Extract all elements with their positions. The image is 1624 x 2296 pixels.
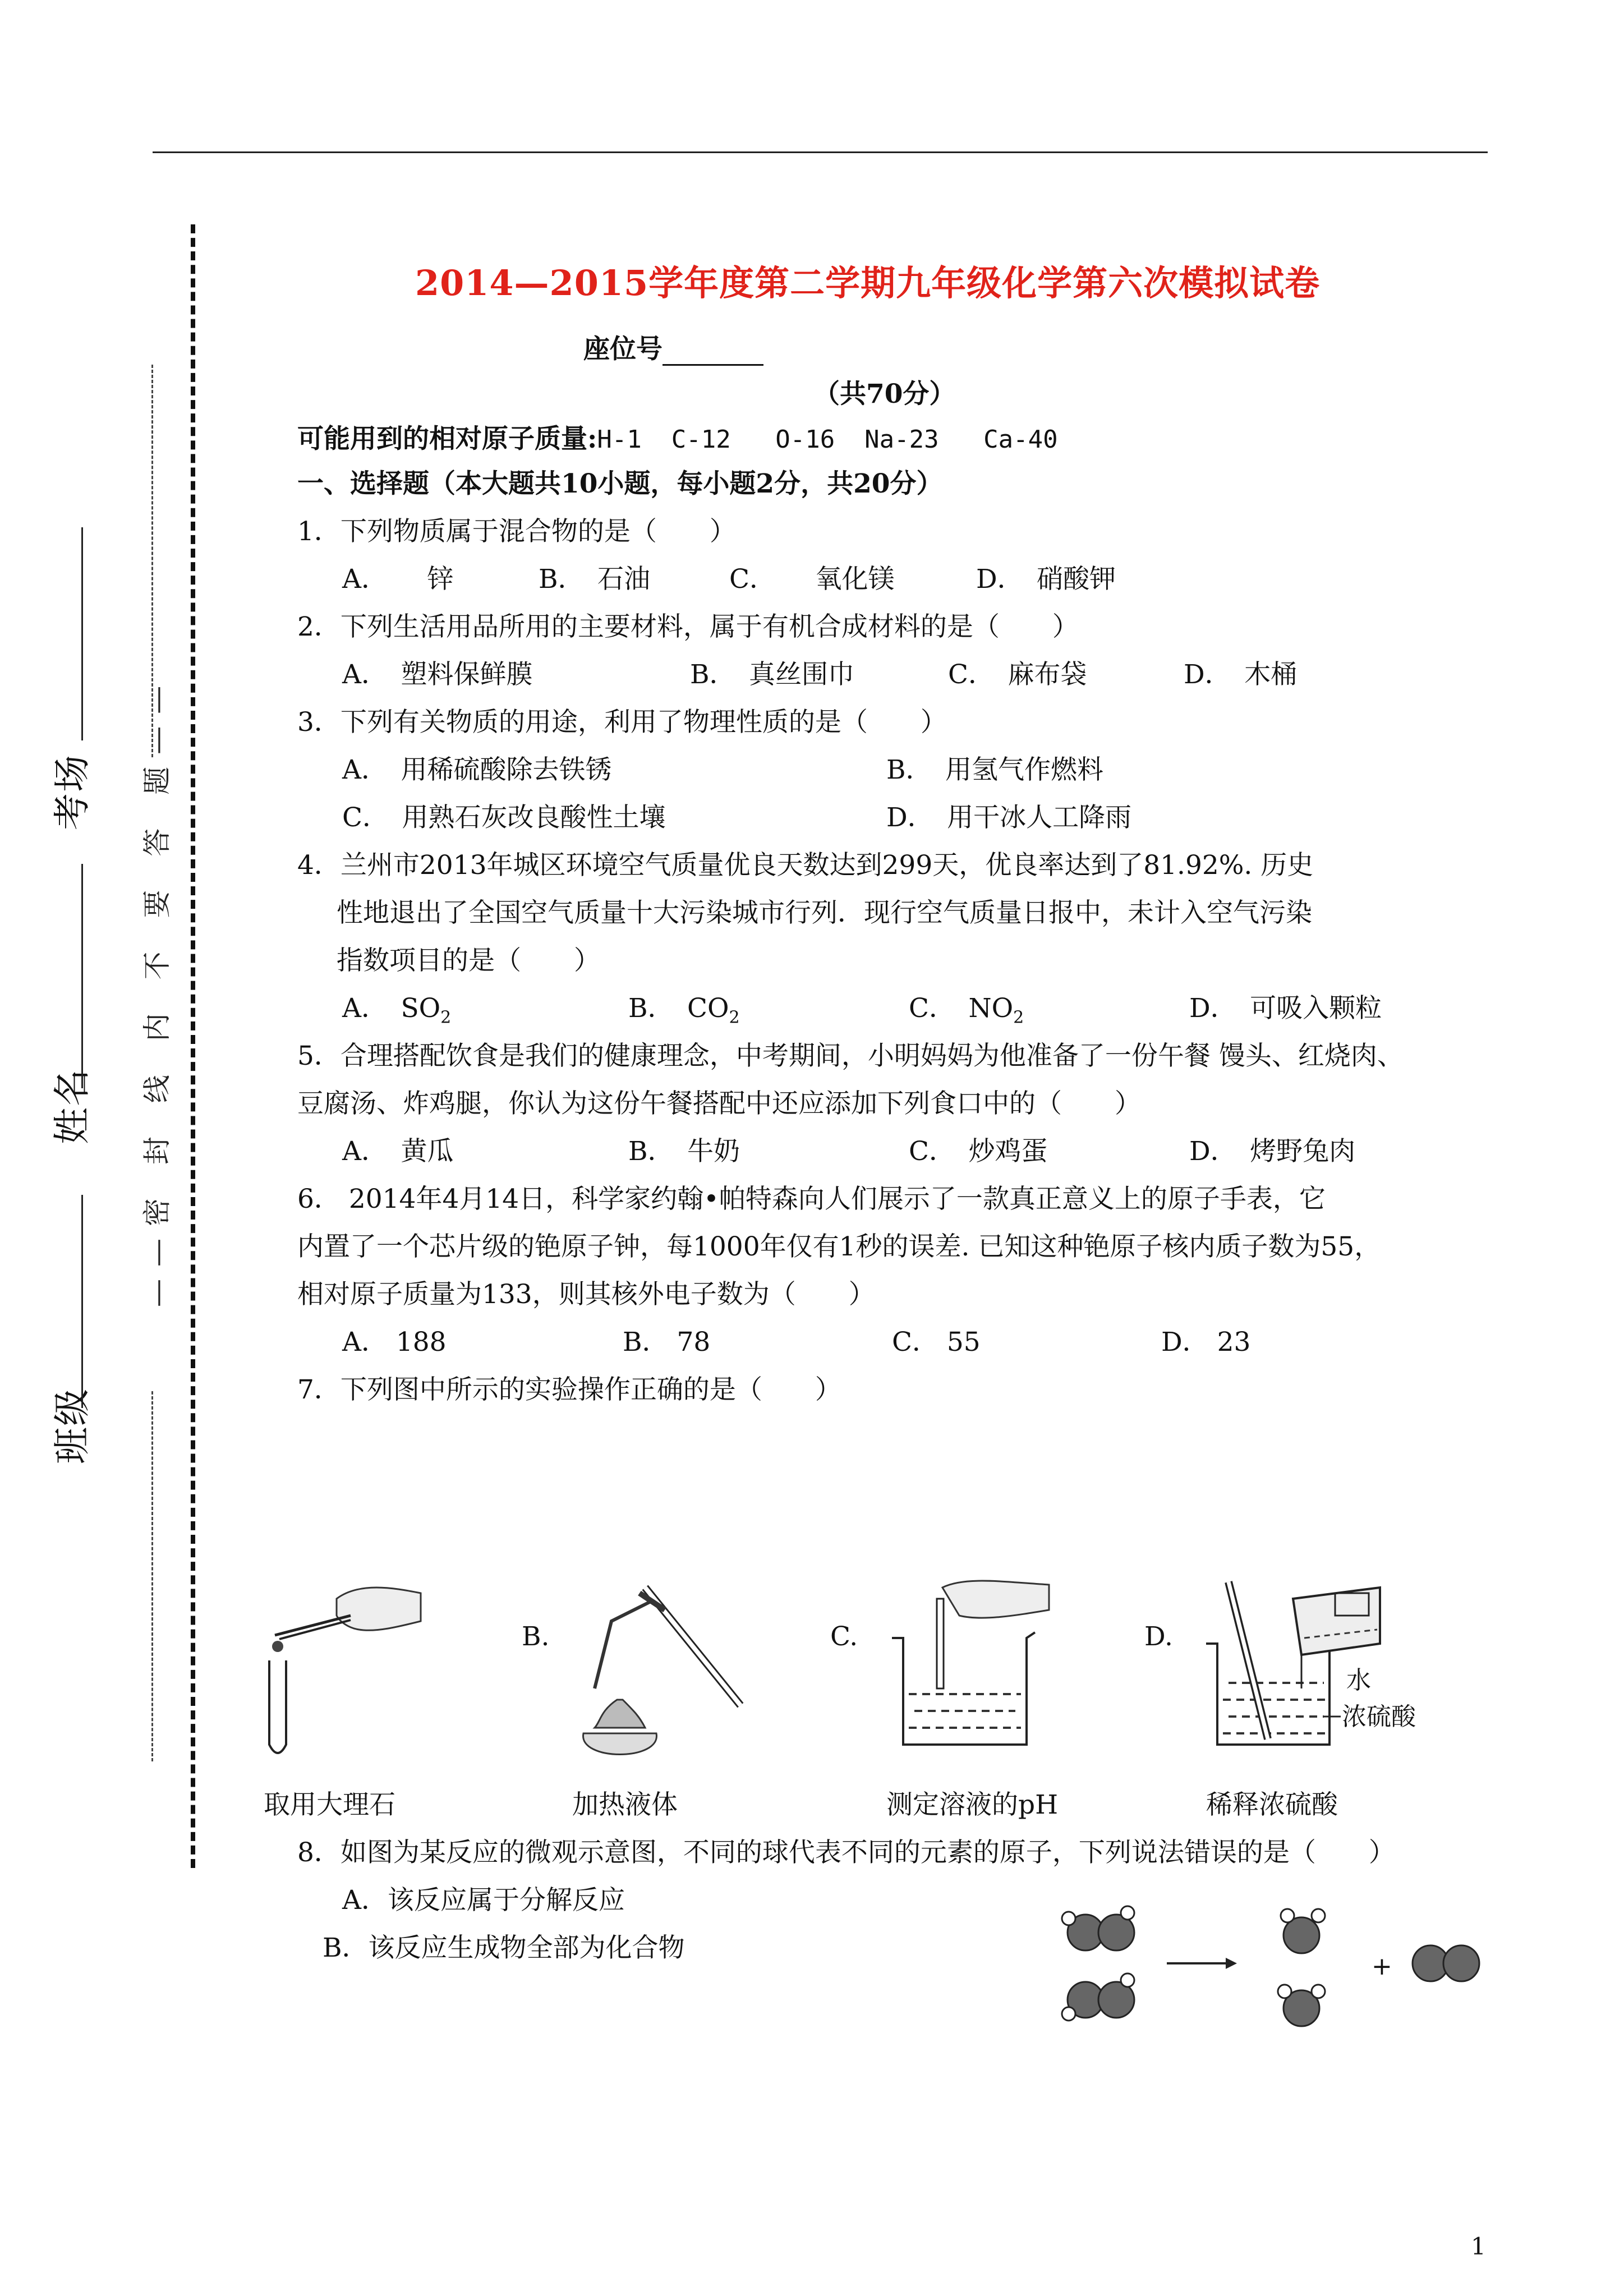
q3-stem: 3．下列有关物质的用途，利用了物理性质的是（ ） <box>297 707 947 738</box>
seat-label: 座位号 <box>583 334 663 365</box>
q2-stem: 2．下列生活用品所用的主要材料，属于有机合成材料的是（ ） <box>297 611 1079 642</box>
q3-option-a: A． 用稀硫酸除去铁锈 <box>342 754 612 785</box>
q7-figure-d-acid-label: 浓硫酸 <box>1342 1703 1416 1731</box>
q6-option-d: D． 23 <box>1161 1327 1251 1358</box>
q7-label-b: B. <box>522 1621 550 1652</box>
q7-label-d: D. <box>1144 1621 1173 1652</box>
page-title: 2014—2015学年度第二学期九年级化学第六次模拟试卷 <box>415 263 1321 303</box>
section-1-title: 一、选择题（本大题共10小题，每小题2分，共20分） <box>297 468 943 499</box>
q5-line-1: 5．合理搭配饮食是我们的健康理念，中考期间，小明妈妈为他准备了一份午餐 馒头、红烧肉、 <box>297 1041 1404 1071</box>
side-dash-bottom <box>151 1391 153 1761</box>
q7-figure-d-diluting-acid <box>1195 1571 1459 1767</box>
side-notice: ——密 封 线 内 不 要 答 题—— <box>141 673 173 1307</box>
q2-option-a: A． 塑料保鲜膜 <box>342 659 533 690</box>
q6-line-3: 相对原子质量为133，则其核外电子数为（ ） <box>297 1279 875 1310</box>
q6-option-c: C． 55 <box>892 1327 981 1358</box>
q4-line-3: 指数项目的是（ ） <box>337 945 600 976</box>
q5-option-a: A． 黄瓜 <box>342 1136 454 1167</box>
atomic-mass-line <box>297 418 1058 455</box>
q7-figure-b-heating-liquid <box>561 1576 752 1767</box>
q4-option-c: C． $NO_2$ <box>909 993 1024 1028</box>
side-label-kaochang: 考场 <box>50 754 94 830</box>
q6-line-2: 内置了一个芯片级的铯原子钟，每1000年仅有1秒的误差. 已知这种铯原子核内质子数为55， <box>297 1231 1381 1262</box>
q5-option-b: B． 牛奶 <box>628 1136 740 1167</box>
q5-option-d: D． 烤野兔肉 <box>1189 1136 1356 1167</box>
q4-option-d: D． 可吸入颗粒 <box>1189 993 1382 1024</box>
q6-option-a: A． 188 <box>342 1327 447 1358</box>
seat-blank <box>663 342 763 366</box>
q7-caption-d: 稀释浓硫酸 <box>1206 1789 1338 1820</box>
q4-option-a: A． $SO_2$ <box>342 993 452 1028</box>
q7-figure-a-taking-marble <box>252 1576 438 1761</box>
reactant-molecule-1 <box>1062 1906 1134 1950</box>
q1-option-b: B． 石油 <box>539 564 651 595</box>
q7-figure-d-water-label: 水 <box>1346 1666 1371 1695</box>
q8-stem: 8．如图为某反应的微观示意图，不同的球代表不同的元素的原子，下列说法错误的是（ ） <box>297 1837 1395 1868</box>
q4-line-2: 性地退出了全国空气质量十大污染城市行列．现行空气质量日报中，未计入空气污染 <box>337 898 1312 928</box>
q1-stem: 1．下列物质属于混合物的是（ ） <box>297 516 736 547</box>
q5-option-c: C． 炒鸡蛋 <box>909 1136 1048 1167</box>
q1-option-a: A． 锌 <box>342 564 454 595</box>
side-label-banji: 班级 <box>50 1388 94 1464</box>
xingming-blank-line <box>81 864 83 1088</box>
q7-caption-b: 加热液体 <box>572 1789 678 1820</box>
atomic-mass-values: H-1 C-12 O-16 Na-23 Ca-40 <box>597 425 1058 454</box>
q7-caption-c: 测定溶液的pH <box>886 1789 1059 1820</box>
binding-dashed-line <box>191 224 195 1868</box>
atomic-mass-label: 可能用到的相对原子质量: <box>297 424 597 454</box>
q6-option-b: B． 78 <box>623 1327 711 1358</box>
side-label-xingming: 姓名 <box>50 1068 94 1144</box>
q7-label-c: C. <box>830 1621 858 1652</box>
seat-number-field <box>583 328 763 366</box>
q8-reaction-diagram <box>1055 1885 1503 2053</box>
q2-option-b: B． 真丝围巾 <box>690 659 855 690</box>
q3-option-c: C． 用熟石灰改良酸性土壤 <box>342 802 666 833</box>
header-rule <box>153 151 1488 153</box>
q3-option-b: B． 用氢气作燃料 <box>886 754 1104 785</box>
q7-caption-a: 取用大理石 <box>264 1789 395 1820</box>
q2-option-d: D． 木桶 <box>1184 659 1298 690</box>
product-molecule-3 <box>1413 1945 1479 1981</box>
q4-line-1: 4．兰州市2013年城区环境空气质量优良天数达到299天，优良率达到了81.92%. 历史 <box>297 850 1314 881</box>
q3-option-d: D． 用干冰人工降雨 <box>886 802 1132 833</box>
q7-figure-c-measuring-ph <box>881 1576 1066 1761</box>
kaochang-blank-line <box>81 527 83 740</box>
product-molecule-1 <box>1281 1909 1325 1953</box>
reaction-arrow <box>1167 1958 1237 1969</box>
q7-stem: 7．下列图中所示的实验操作正确的是（ ） <box>297 1374 841 1405</box>
q1-option-d: D． 硝酸钾 <box>976 564 1116 595</box>
q6-line-1: 6． 2014年4月14日，科学家约翰•帕特森向人们展示了一款真正意义上的原子手表，它 <box>297 1184 1326 1214</box>
q8-option-a: A．该反应属于分解反应 <box>342 1885 625 1916</box>
q4-option-b: B． $CO_2$ <box>628 993 740 1028</box>
reaction-plus-sign: + <box>1372 1952 1392 1981</box>
q1-option-c: C． 氧化镁 <box>729 564 895 595</box>
q5-line-2: 豆腐汤、炸鸡腿，你认为这份午餐搭配中还应添加下列食口中的（ ） <box>297 1088 1141 1119</box>
page-number: 1 <box>1471 2233 1486 2260</box>
total-score: （共70分） <box>813 379 956 409</box>
reactant-molecule-2 <box>1062 1973 1134 2021</box>
q8-option-b: B．该反应生成物全部为化合物 <box>323 1932 685 1963</box>
q2-option-c: C． 麻布袋 <box>948 659 1087 690</box>
banji-blank-line <box>81 1195 83 1408</box>
product-molecule-2 <box>1278 1985 1325 2026</box>
